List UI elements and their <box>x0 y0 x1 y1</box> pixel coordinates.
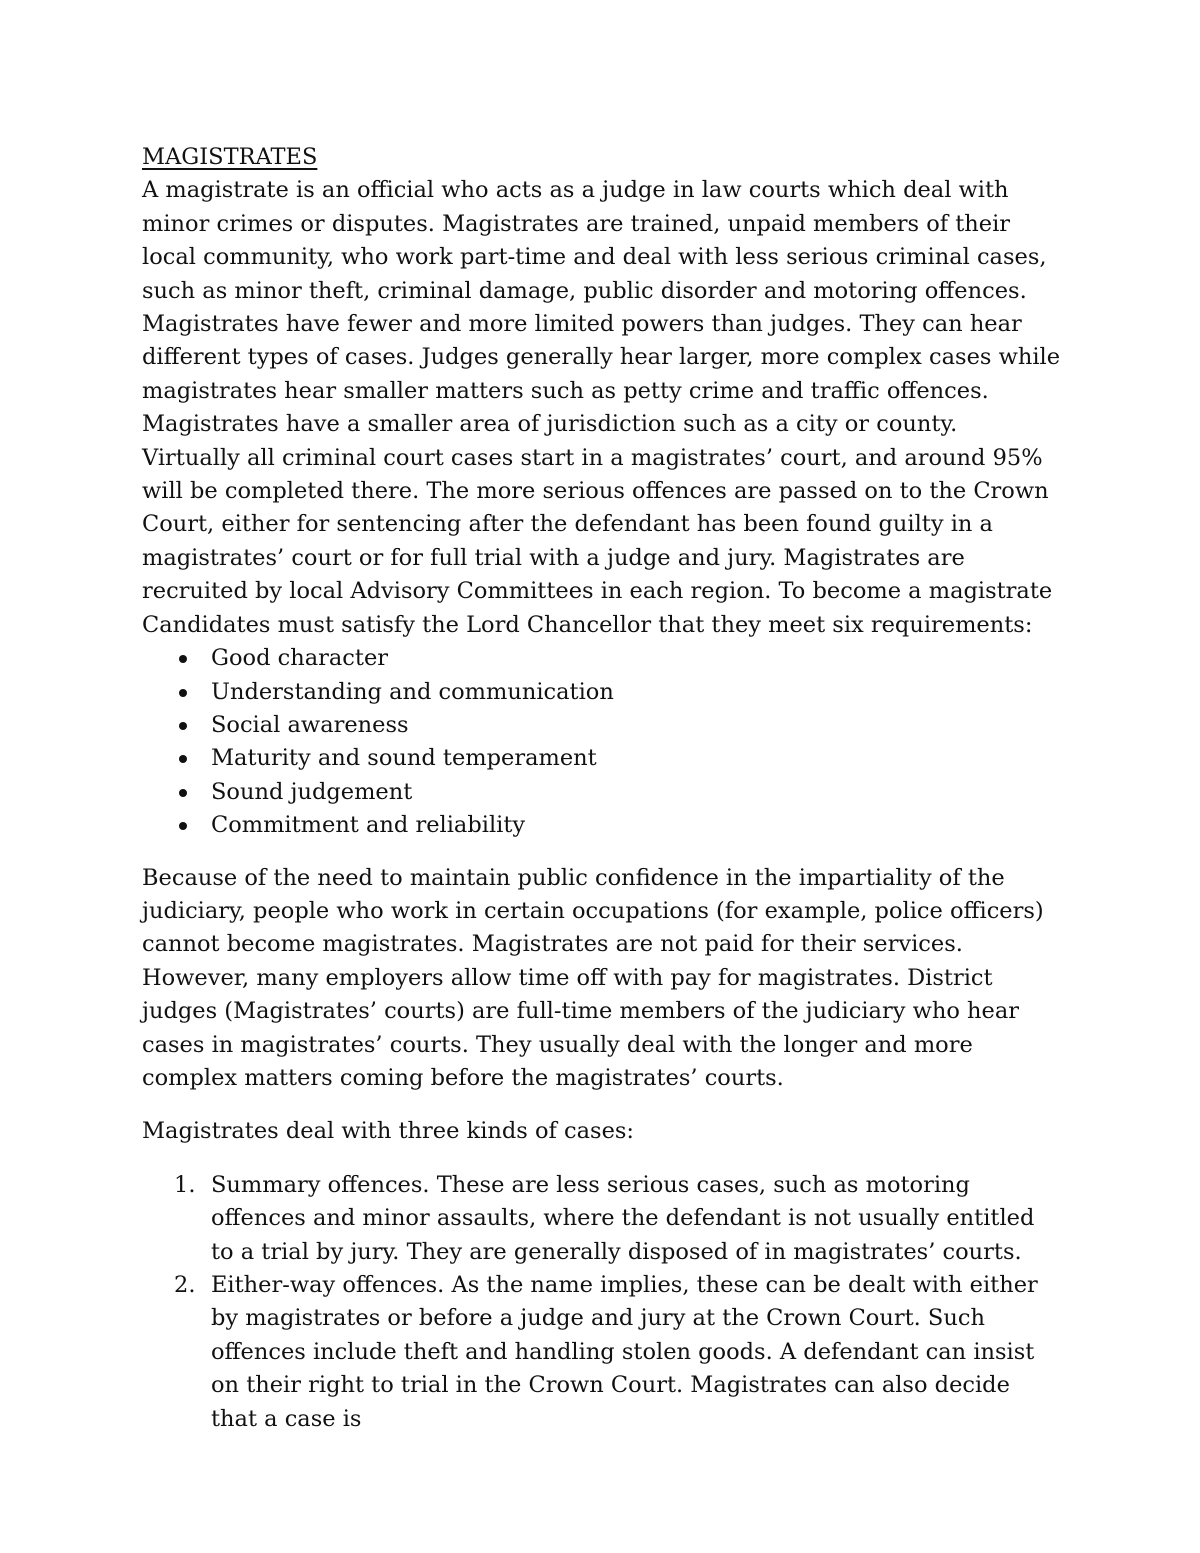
cases-intro-paragraph: Magistrates deal with three kinds of cases: <box>142 1118 635 1145</box>
list-item <box>142 776 1062 809</box>
bullet-icon <box>179 822 187 830</box>
list-item <box>142 1169 1062 1269</box>
list-item-text: Commitment and reliability <box>211 812 526 839</box>
list-item-text: Maturity and sound temperament <box>211 745 597 772</box>
bullet-icon <box>179 722 187 730</box>
document-page <box>142 141 1062 1436</box>
list-item-text: Sound judgement <box>211 778 413 805</box>
bullet-icon <box>179 789 187 797</box>
requirements-list <box>142 642 1062 842</box>
intro-paragraph: A magistrate is an official who acts as a judge in law courts which deal with minor crimes or disputes. Magistrates are trained, unpaid members of their local community, who work part-time and deal with less serious criminal cases, such as minor theft, criminal damage, public disorder and motoring offences. Magistrates have fewer and more limited powers than judges. They can hear different types of cases. Judges generally hear larger, more complex cases while magistrates hear smaller matters such as petty crime and traffic offences. Magistrates have a smaller area of jurisdiction such as a city or county. Virtually all criminal court cases start in a magistrates’ court, and around 95% will be completed there. The more serious offences are passed on to the Crown Court, either for sentencing after the defendant has been found guilty in a magistrates’ court or for full trial with a judge and jury. Magistrates are recruited by local Advisory Committees in each region. To become a magistrate Candidates must satisfy the Lord Chancellor that they meet six requirements: <box>142 177 1061 638</box>
list-item <box>142 1269 1062 1436</box>
list-item <box>142 709 1062 742</box>
list-item <box>142 642 1062 675</box>
list-item-number: 2. <box>174 1272 196 1298</box>
bullet-icon <box>179 689 187 697</box>
list-item <box>142 809 1062 842</box>
occupation-paragraph: Because of the need to maintain public confidence in the impartiality of the judiciary, people who work in certain occupations (for example, police officers) cannot become magistrates. Magistrates are not paid for their services. However, many employers allow time off with pay for magistrates. District judges (Magistrates’ courts) are full-time members of the judiciary who hear cases in magistrates’ courts. They usually deal with the longer and more complex matters coming before the magistrates’ courts. <box>142 864 1044 1091</box>
case-kinds-list <box>142 1169 1062 1436</box>
bullet-icon <box>179 755 187 763</box>
list-item-text: Either-way offences. As the name implies, these can be dealt with either by magistrates or before a judge and jury at the Crown Court. Such offences include theft and handling stolen goods. A defendant can insist on their right to trial in the Crown Court. Magistrates can also decide that a case is <box>211 1272 1038 1432</box>
bullet-icon <box>179 655 187 663</box>
list-item-text: Social awareness <box>211 711 409 738</box>
list-item-text: Understanding and communication <box>211 678 614 705</box>
list-item <box>142 742 1062 775</box>
list-item <box>142 676 1062 709</box>
list-item-number: 1. <box>174 1171 196 1198</box>
list-item-text: Summary offences. These are less serious cases, such as motoring offences and minor assaults, where the defendant is not usually entitled to a trial by jury. They are generally disposed of in magistrates’ courts. <box>211 1171 1035 1265</box>
list-item-text: Good character <box>211 645 389 672</box>
document-title: MAGISTRATES <box>142 144 318 170</box>
